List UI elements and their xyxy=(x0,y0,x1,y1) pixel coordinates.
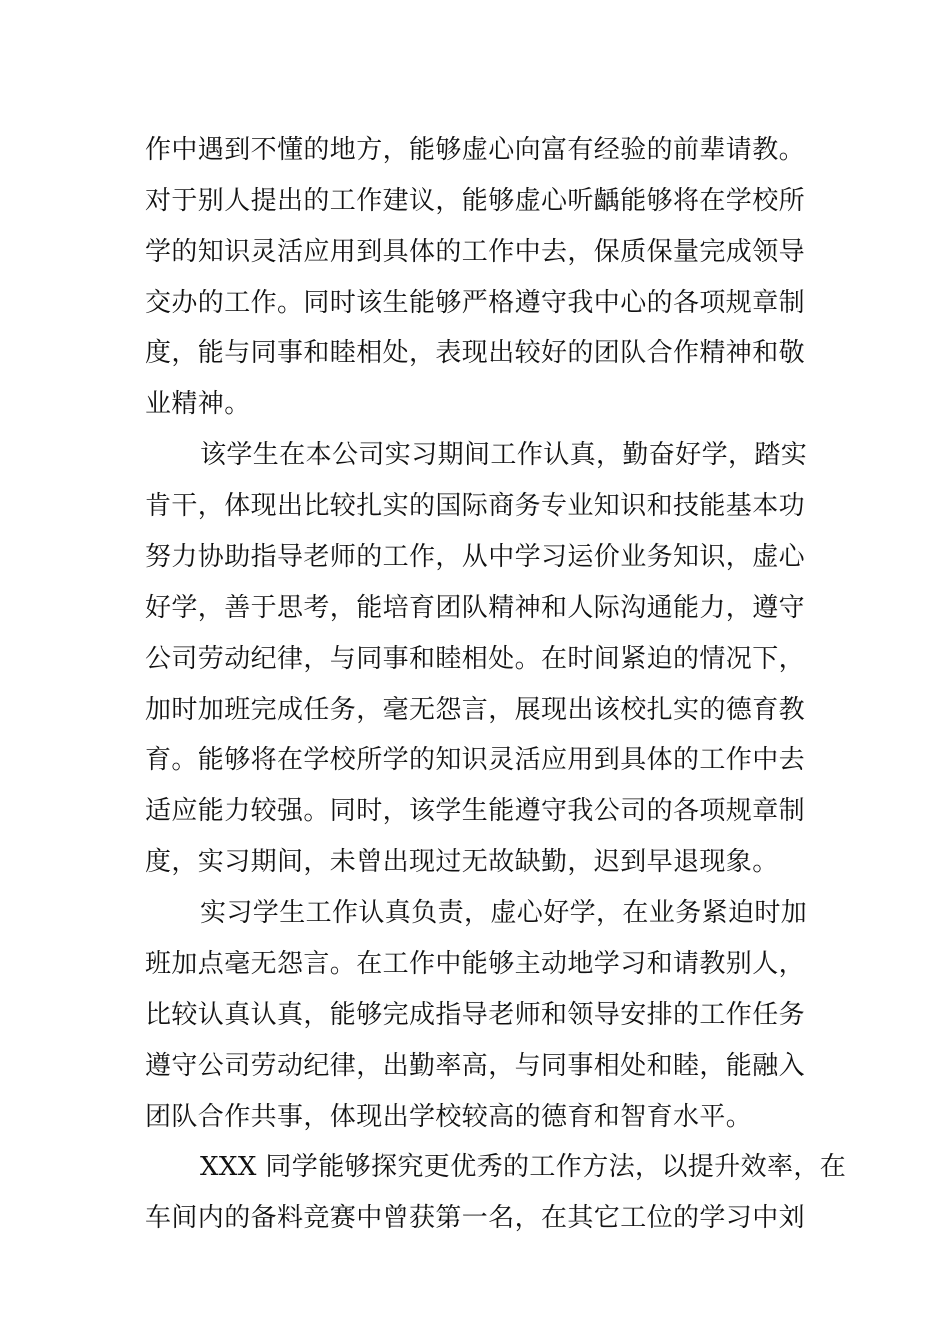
paragraph-first-line: XXX 同学能够探究更优秀的工作方法，以提升效率，在 xyxy=(200,1152,847,1182)
text-line: 加时加班完成任务，毫无怨言，展现出该校扎实的德育教 xyxy=(145,695,806,725)
text-line: 育。能够将在学校所学的知识灵活应用到具体的工作中去 xyxy=(145,745,806,775)
text-line: 适应能力较强。同时，该学生能遵守我公司的各项规章制 xyxy=(145,796,806,826)
text-line: 业精神。 xyxy=(145,389,251,419)
text-line: 好学，善于思考，能培育团队精神和人际沟通能力，遵守 xyxy=(145,593,806,623)
text-line: 作中遇到不懂的地方，能够虚心向富有经验的前辈请教。 xyxy=(145,135,806,165)
text-line: 公司劳动纪律，与同事和睦相处。在时间紧迫的情况下， xyxy=(145,644,806,674)
paragraph-first-line: 该学生在本公司实习期间工作认真，勤奋好学，踏实 xyxy=(200,440,808,470)
text-line: 比较认真认真，能够完成指导老师和领导安排的工作任务 xyxy=(145,1000,806,1030)
text-line: 班加点毫无怨言。在工作中能够主动地学习和请教别人， xyxy=(145,949,806,979)
text-line: 肯干，体现出比较扎实的国际商务专业知识和技能基本功 xyxy=(145,491,806,521)
text-line: 团队合作共事，体现出学校较高的德育和智育水平。 xyxy=(145,1102,753,1132)
text-line: 度，实习期间，未曾出现过无故缺勤，迟到早退现象。 xyxy=(145,847,779,877)
text-line: 学的知识灵活应用到具体的工作中去，保质保量完成领导 xyxy=(145,237,806,267)
text-line: 车间内的备料竞赛中曾获第一名，在其它工位的学习中刘 xyxy=(145,1203,806,1233)
text-line: 努力协助指导老师的工作，从中学习运价业务知识，虚心 xyxy=(145,542,806,572)
text-line: 度，能与同事和睦相处，表现出较好的团队合作精神和敬 xyxy=(145,338,806,368)
text-line: 遵守公司劳动纪律，出勤率高，与同事相处和睦，能融入 xyxy=(145,1051,806,1081)
text-line: 对于别人提出的工作建议，能够虚心听齲能够将在学校所 xyxy=(145,186,806,216)
paragraph-first-line: 实习学生工作认真负责，虚心好学，在业务紧迫时加 xyxy=(200,898,808,928)
text-line: 交办的工作。同时该生能够严格遵守我中心的各项规章制 xyxy=(145,288,806,318)
